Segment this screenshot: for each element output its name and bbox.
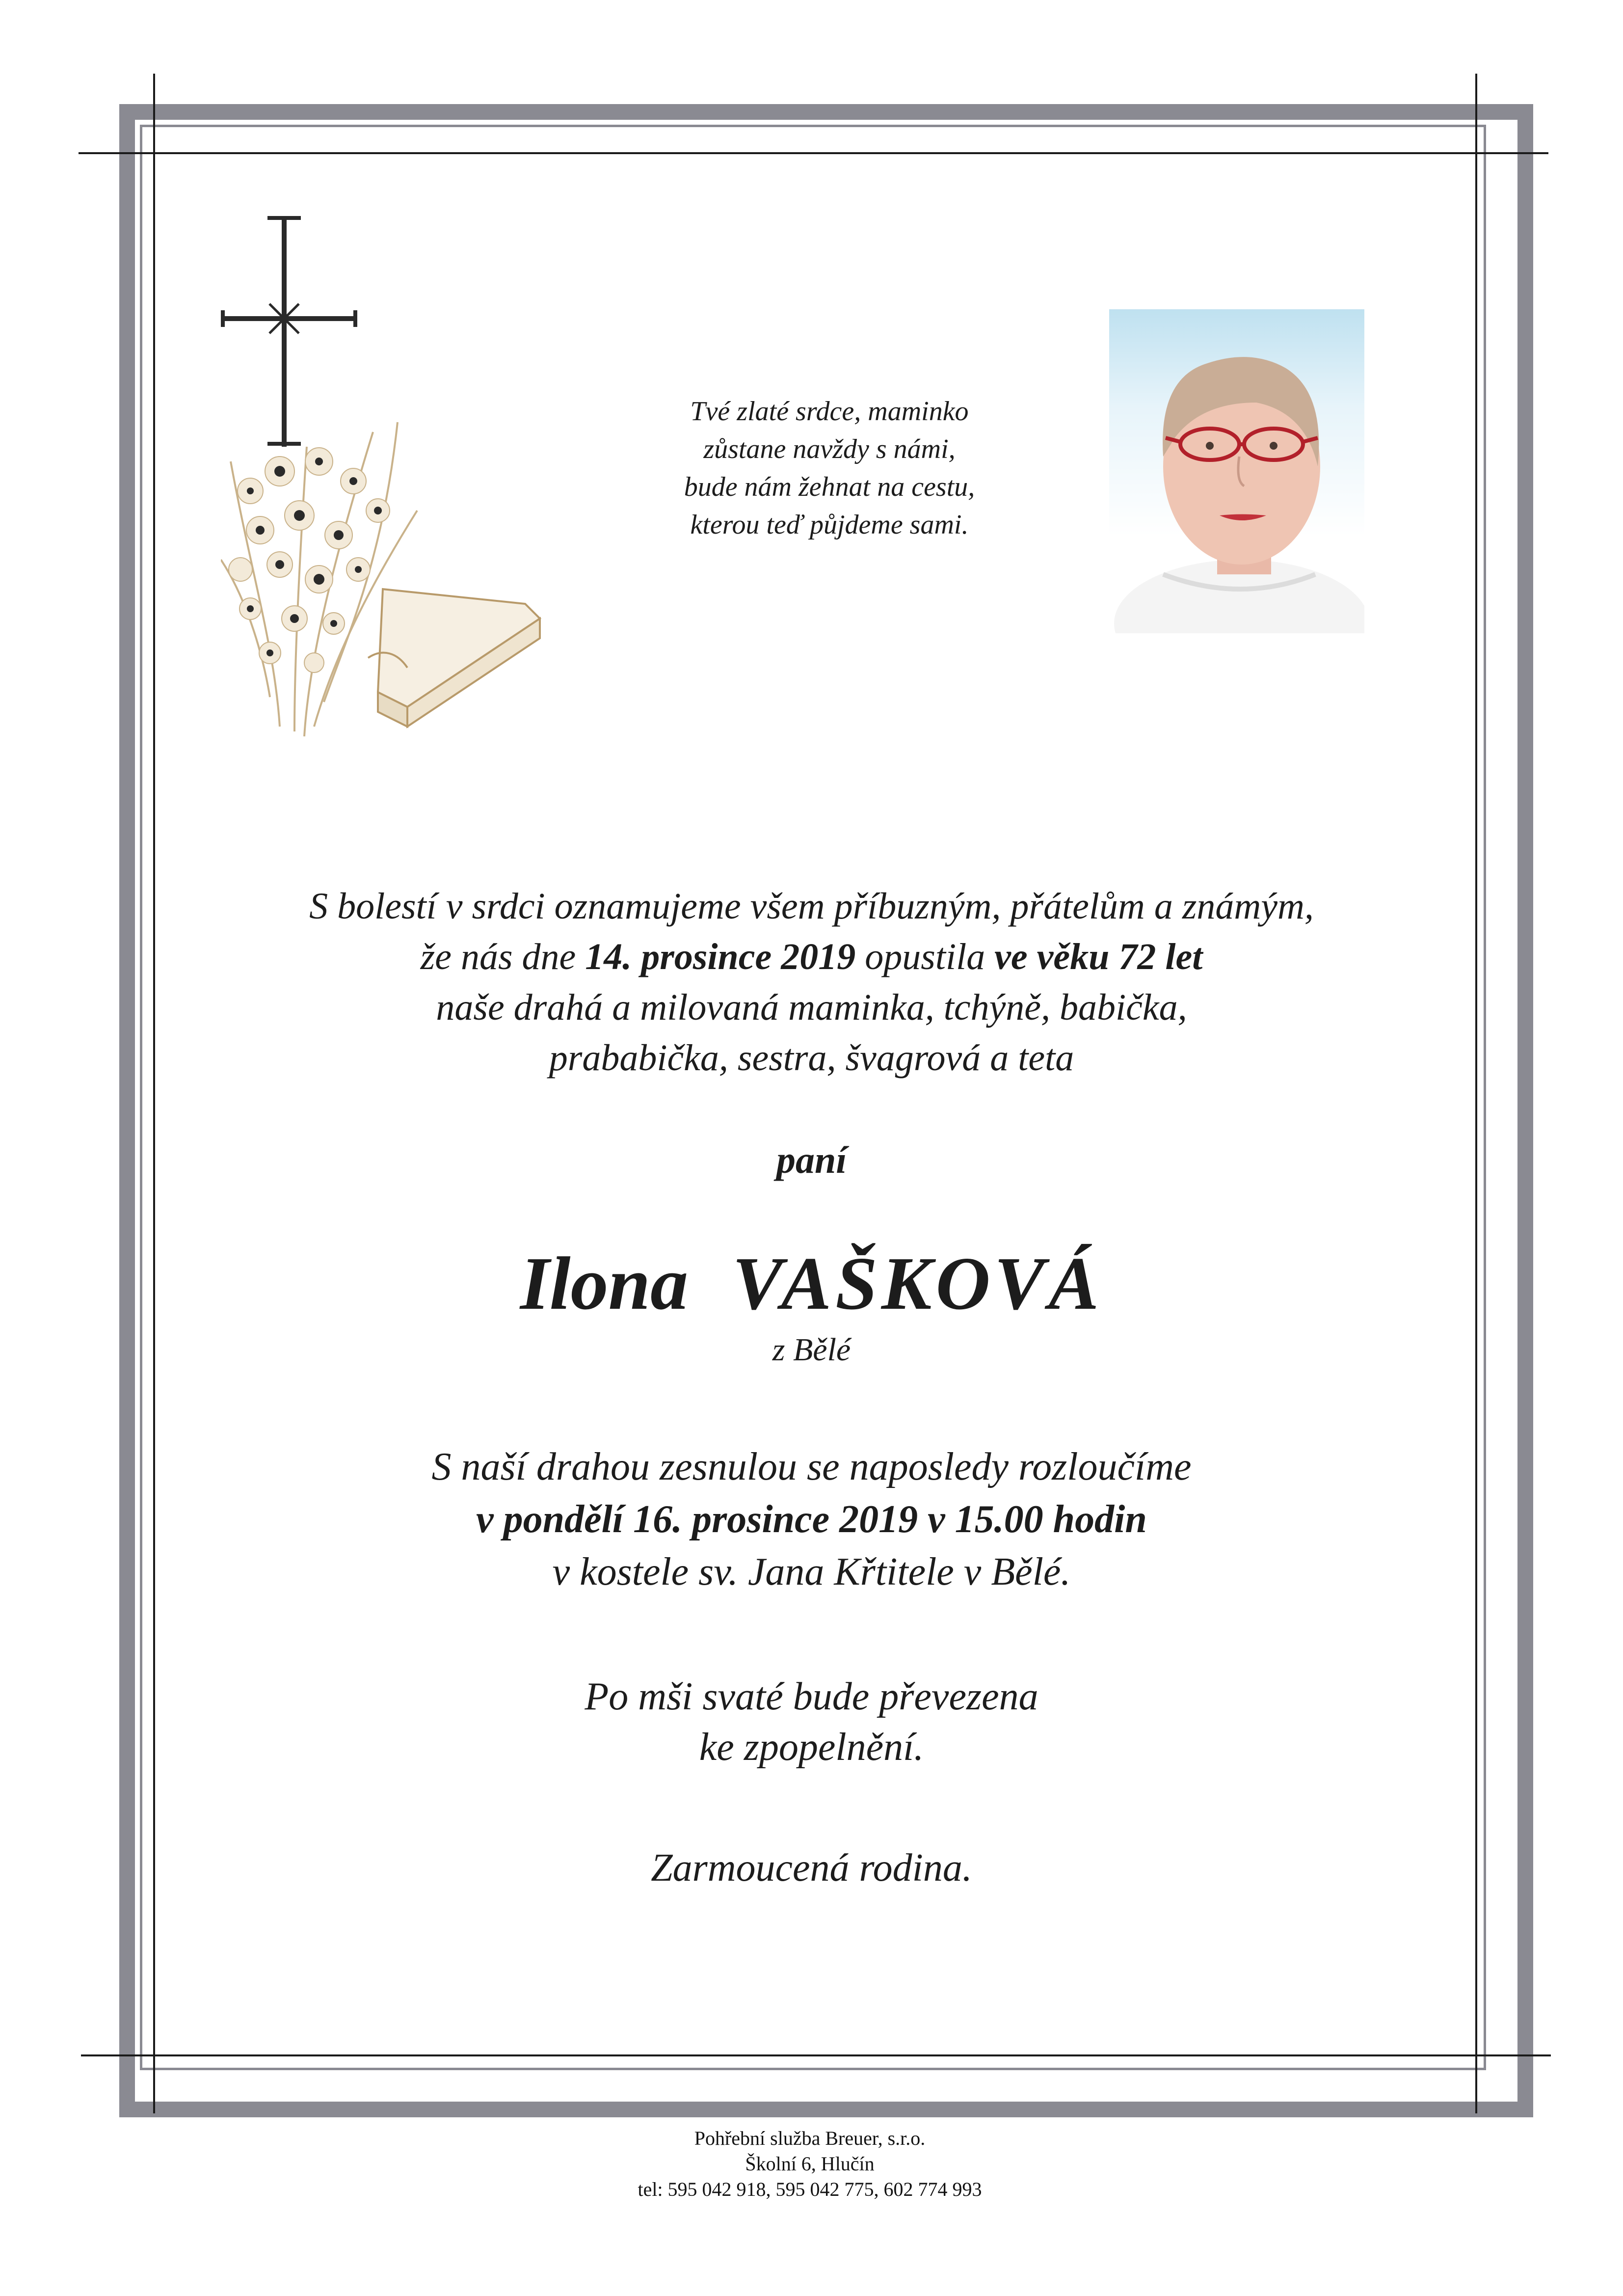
ceremony-line: S naší drahou zesnulou se naposledy rozloučíme bbox=[431, 1445, 1192, 1488]
company-phones: tel: 595 042 918, 595 042 775, 602 774 993 bbox=[638, 2178, 982, 2200]
crop-line-top bbox=[79, 152, 1548, 154]
closing-signature: Zarmoucená rodina. bbox=[651, 1846, 972, 1890]
crop-line-left bbox=[153, 74, 155, 2113]
poem-line: zůstane navždy s námi, bbox=[703, 434, 956, 464]
crop-line-bottom bbox=[81, 2054, 1551, 2056]
cremation-note bbox=[147, 1672, 1476, 1773]
deceased-portrait-photo bbox=[1109, 309, 1364, 633]
announcement-line: prababička, sestra, švagrová a teta bbox=[549, 1037, 1074, 1079]
ceremony-datetime: v pondělí 16. prosince 2019 v 15.00 hodin bbox=[476, 1498, 1147, 1541]
flower-blossoms bbox=[229, 448, 390, 673]
poem-line: Tvé zlaté srdce, maminko bbox=[690, 396, 969, 427]
cross-icon bbox=[221, 216, 357, 447]
cremation-line: ke zpopelnění. bbox=[699, 1726, 924, 1769]
poem-line: bude nám žehnat na cestu, bbox=[684, 472, 975, 502]
company-name: Pohřební služba Breuer, s.r.o. bbox=[694, 2127, 926, 2149]
poem-line: kterou teď půjdeme sami. bbox=[690, 510, 969, 540]
honorific: paní bbox=[776, 1138, 847, 1181]
cross-flowers-book-illustration bbox=[221, 216, 555, 751]
funeral-ceremony-info bbox=[147, 1441, 1476, 1598]
crop-line-right bbox=[1475, 74, 1477, 2113]
ceremony-location: v kostele sv. Jana Křtitele v Bělé. bbox=[552, 1550, 1071, 1594]
book-icon bbox=[368, 589, 540, 727]
first-name: Ilona bbox=[520, 1242, 689, 1325]
announcement-text: že nás dne bbox=[420, 936, 576, 977]
announcement-text: opustila bbox=[865, 936, 985, 977]
age-at-death: ve věku 72 let bbox=[994, 936, 1203, 977]
origin-place: z Bělé bbox=[772, 1332, 851, 1368]
death-date: 14. prosince 2019 bbox=[585, 936, 856, 977]
cremation-line: Po mši svaté bude převezena bbox=[585, 1675, 1038, 1718]
company-address: Školní 6, Hlučín bbox=[745, 2153, 875, 2175]
announcement-line bbox=[147, 932, 1476, 982]
memorial-poem bbox=[535, 393, 1124, 544]
announcement-line: S bolestí v srdci oznamujeme všem příbuzným, přátelům a známým, bbox=[309, 886, 1314, 927]
funeral-service-footer bbox=[491, 2126, 1129, 2202]
surname: VAŠKOVÁ bbox=[732, 1242, 1103, 1325]
death-announcement bbox=[147, 881, 1476, 1083]
deceased-name bbox=[147, 1237, 1476, 1330]
announcement-line: naše drahá a milovaná maminka, tchýně, babička, bbox=[436, 987, 1187, 1028]
